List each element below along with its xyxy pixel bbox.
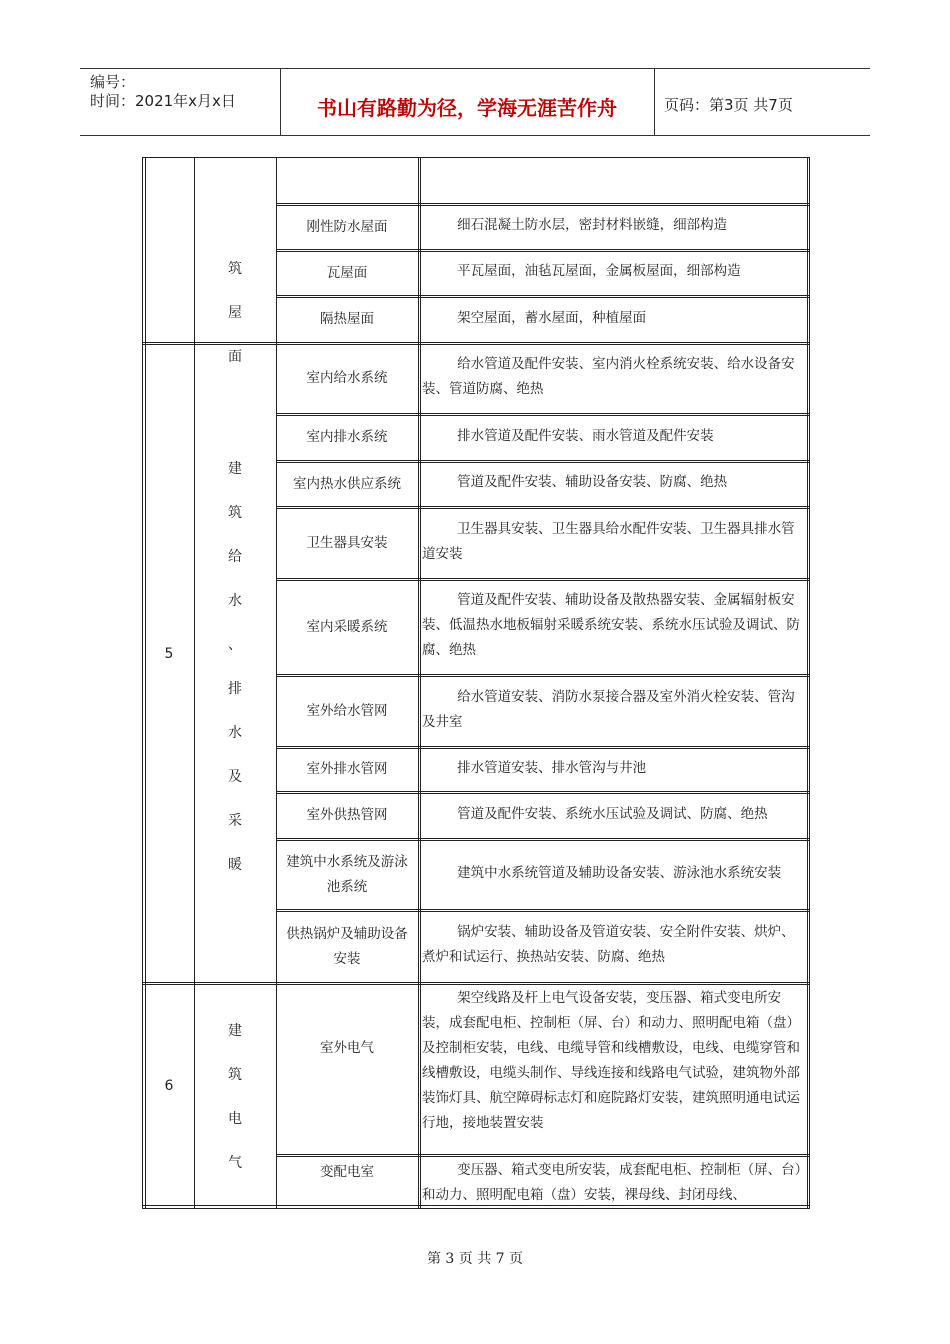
table-row-line [276,982,809,983]
table-group-line [142,344,276,345]
table-row-line [276,249,809,250]
table-row-line [276,911,809,912]
row-item-description: 管道及配件安装、辅助设备及散热器安装、金属辐射板安装、低温热水地板辐射采暖系统安装、系统水压试验及调试、防腐、绝热 [422,592,800,658]
table-column-line [276,157,277,1208]
row-item-description: 架空线路及杆上电气设备安装，变压器、箱式变电所安装，成套配电柜、控制柜（屏、台）和动力、照明配电箱（盘）及控制柜安装，电线、电缆导管和线槽敷设，电线、电缆穿管和线槽敷设，电缆头制作、导线连接和线路电气试验，建筑物外部装饰灯具、航空障碍标志灯和庭院路灯安装，建筑照明通电试运行地，接地装置安装 [422,990,800,1131]
row-item-name: 室外排水管网 [306,761,388,777]
table-border-left [145,157,146,1208]
row-item-name: 室外供热管网 [306,807,388,823]
row-item-description: 管道及配件安装、系统水压试验及调试、防腐、绝热 [457,806,768,822]
row-item-name: 室外给水管网 [306,702,388,719]
table-row-line [276,746,809,747]
table-row-line [276,506,809,507]
category-char: 建 [228,1023,242,1039]
page-info: 页码：第3页 共7页 [664,96,793,114]
category-char: 水 [228,725,242,741]
table-row-line [276,251,809,252]
table-row-line [276,840,809,841]
category-char: 及 [228,769,242,785]
category-char: 筑 [228,261,242,277]
row-item-name: 供热锅炉及辅助设备安装 [286,925,408,967]
table-column-line [420,157,421,1208]
group-number: 6 [164,1078,174,1094]
row-item-description: 给水管道安装、消防水泵接合器及室外消火栓安装、管沟及井室 [422,689,795,730]
category-char: 给 [228,549,242,565]
row-item-description: 细石混凝土防水层，密封材料嵌缝，细部构造 [457,217,728,233]
table-row-line [276,295,809,296]
table-row-line [276,415,809,416]
table-border-right-outer [809,157,810,1208]
table-row-line [276,838,809,839]
row-item-name: 室外电气 [320,1040,374,1056]
table-group-line [142,984,276,985]
table-border-right [807,157,808,1208]
row-item-name [280,159,414,201]
group-number: 5 [164,646,174,662]
row-item-description: 管道及配件安装、辅助设备安装、防腐、绝热 [457,474,728,490]
category-char: 暖 [228,857,242,873]
row-item-name: 建筑中水系统及游泳池系统 [286,853,408,895]
row-item-description: 平瓦屋面，油毡瓦屋面，金属板屋面，细部构造 [457,263,741,279]
row-item-name: 室内排水系统 [306,429,388,445]
table-row-line [276,462,809,463]
row-item-name: 室内采暖系统 [306,618,388,635]
table-row-line [276,793,809,794]
table-row-line [276,676,809,677]
table-row-line [276,203,809,204]
table-row-line [276,984,809,985]
row-item-name: 室内给水系统 [306,370,388,386]
category-char: 建 [228,461,242,477]
row-item-name: 变配电室 [320,1164,374,1180]
category-char: 水 [228,593,242,609]
row-item-description: 排水管道及配件安装、雨水管道及配件安装 [457,428,714,444]
category-char: 排 [228,681,242,697]
table-column-line [418,157,419,1208]
row-item-description: 排水管道安装、排水管沟与井池 [457,760,647,776]
table-row-line [276,460,809,461]
document-time-label: 时间：2021年x月x日 [90,92,236,110]
category-char: 筑 [228,505,242,521]
category-char: 筑 [228,1067,242,1083]
row-item-name: 卫生器具安装 [306,534,388,551]
row-item-description: 给水管道及配件安装、室内消火栓系统安装、给水设备安装、管道防腐、绝热 [422,356,795,397]
row-item-description: 架空屋面，蓄水屋面，种植屋面 [457,310,647,326]
category-char: 面 [228,349,242,365]
table-row-line [276,791,809,792]
row-item-description: 变压器、箱式变电所安装，成套配电柜、控制柜（屏、台）和动力、照明配电箱（盘）安装，裸母线、封闭母线、 [422,1162,802,1203]
table-row-line [276,342,809,343]
row-item-name: 隔热屋面 [320,311,374,327]
document-code-label: 编号： [90,73,136,91]
category-char: 、 [228,637,242,653]
table-row-line [276,344,809,345]
table-row-line [276,508,809,509]
table-row-line [276,297,809,298]
category-char: 采 [228,813,242,829]
table-row-line [276,748,809,749]
category-char: 气 [228,1155,242,1171]
table-row-line [276,909,809,910]
row-item-description: 卫生器具安装、卫生器具给水配件安装、卫生器具排水管道安装 [422,521,795,562]
table-group-line [142,342,276,343]
table-row-line [276,413,809,414]
table-row-line [276,674,809,675]
header-motto: 书山有路勤为径，学海无涯苦作舟 [317,96,617,120]
row-item-name: 瓦屋面 [326,264,368,281]
row-item-name: 刚性防水屋面 [306,218,388,235]
category-char: 电 [228,1111,242,1127]
table-border-top [142,157,810,158]
row-item-description: 建筑中水系统管道及辅助设备安装、游泳池水系统安装 [457,865,782,881]
table-row-line [276,205,809,206]
table-border-bottom [142,1208,810,1209]
category-char: 屋 [228,305,242,321]
table-row-line [276,578,809,579]
table-border-left-outer [142,157,143,1208]
row-item-description: 锅炉安装、辅助设备及管道安装、安全附件安装、烘炉、煮炉和试运行、换热站安装、防腐、绝热 [422,924,795,965]
row-item-name: 室内热水供应系统 [293,475,401,492]
table-group-line [142,982,276,983]
table-row-line [276,580,809,581]
page-footer: 第 3 页 共 7 页 [426,1251,524,1267]
